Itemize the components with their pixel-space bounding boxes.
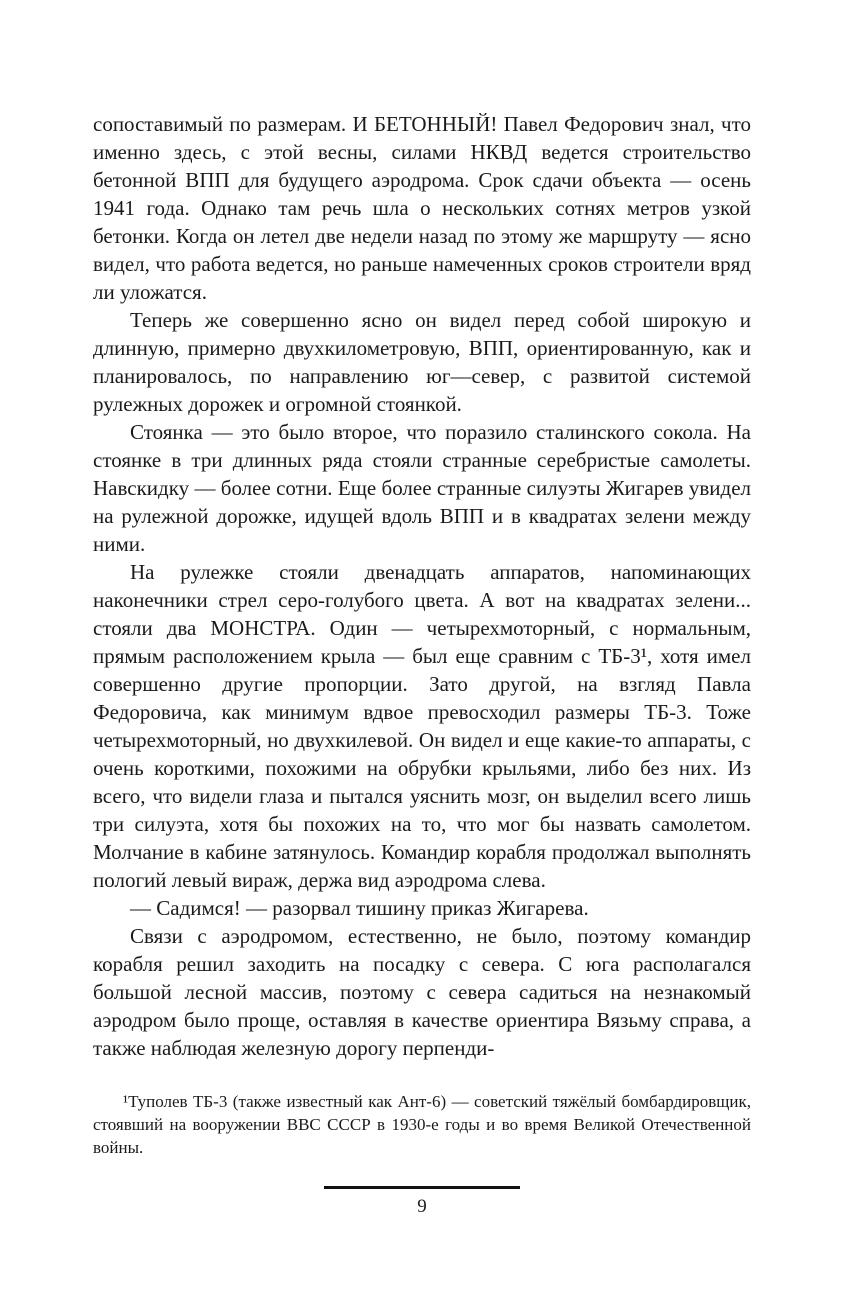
paragraph: Стоянка — это было второе, что поразило сталинского сокола. На стоянке в три длинных ряда стояли странные серебристые самолеты. Навскидку — более сотни. Еще более странные силуэты Жигарев увидел на рулежной дорожке, идущей вдоль ВПП и в квадратах зелени между ними. bbox=[93, 420, 751, 556]
footnote bbox=[93, 1090, 751, 1159]
paragraph: На рулежке стояли двенадцать аппаратов, напоминающих наконечники стрел серо-голубого цвета. А вот на квадратах зелени... стояли два МОНСТРА. Один — четырехмоторный, с нормальным, прямым расположением крыла — был еще сравним с ТБ-3¹, хотя имел совершенно другие пропорции. Зато другой, на взгляд Павла Федоровича, как минимум вдвое превосходил размеры ТБ-3. Тоже четырехмоторный, но двухкилевой. Он видел и еще какие-то аппараты, с очень короткими, похожими на обрубки крыльями, либо без них. Из всего, что видели глаза и пытался уяснить мозг, он выделил всего лишь три силуэта, хотя бы похожих на то, что мог бы назвать самолетом. Молчание в кабине затянулось. Командир корабля продолжал выполнять пологий левый вираж, держа вид аэродрома слева. bbox=[93, 560, 751, 892]
text-block bbox=[93, 110, 751, 1062]
page-footer bbox=[0, 1186, 844, 1218]
footnote-text: ¹Туполев ТБ-3 (также известный как Ант-6) — советский тяжёлый бомбардировщик, стоявший на вооружении ВВС СССР в 1930-е годы и во время Великой Отечественной войны. bbox=[93, 1092, 751, 1157]
footer-rule bbox=[324, 1186, 520, 1189]
paragraph-dialogue: — Садимся! — разорвал тишину приказ Жигарева. bbox=[130, 896, 589, 920]
paragraph: Связи с аэродромом, естественно, не было, поэтому командир корабля решил заходить на посадку с севера. С юга располагался большой лесной массив, поэтому с севера садиться на незнакомый аэродром было проще, оставляя в качестве ориентира Вязьму справа, а также наблюдая железную дорогу перпенди- bbox=[93, 924, 751, 1060]
paragraph: Теперь же совершенно ясно он видел перед собой широкую и длинную, примерно двухкилометровую, ВПП, ориентированную, как и планировалось, по направлению юг—север, с развитой системой рулежных дорожек и огромной стоянкой. bbox=[93, 308, 751, 416]
page-number: 9 bbox=[417, 1196, 427, 1217]
paragraph: сопоставимый по размерам. И БЕТОННЫЙ! Павел Федорович знал, что именно здесь, с этой весны, силами НКВД ведется строительство бетонной ВПП для будущего аэродрома. Срок сдачи объекта — осень 1941 года. Однако там речь шла о нескольких сотнях метров узкой бетонки. Когда он летел две недели назад по этому же маршруту — ясно видел, что работа ведется, но раньше намеченных сроков строители вряд ли уложатся. bbox=[93, 112, 751, 304]
